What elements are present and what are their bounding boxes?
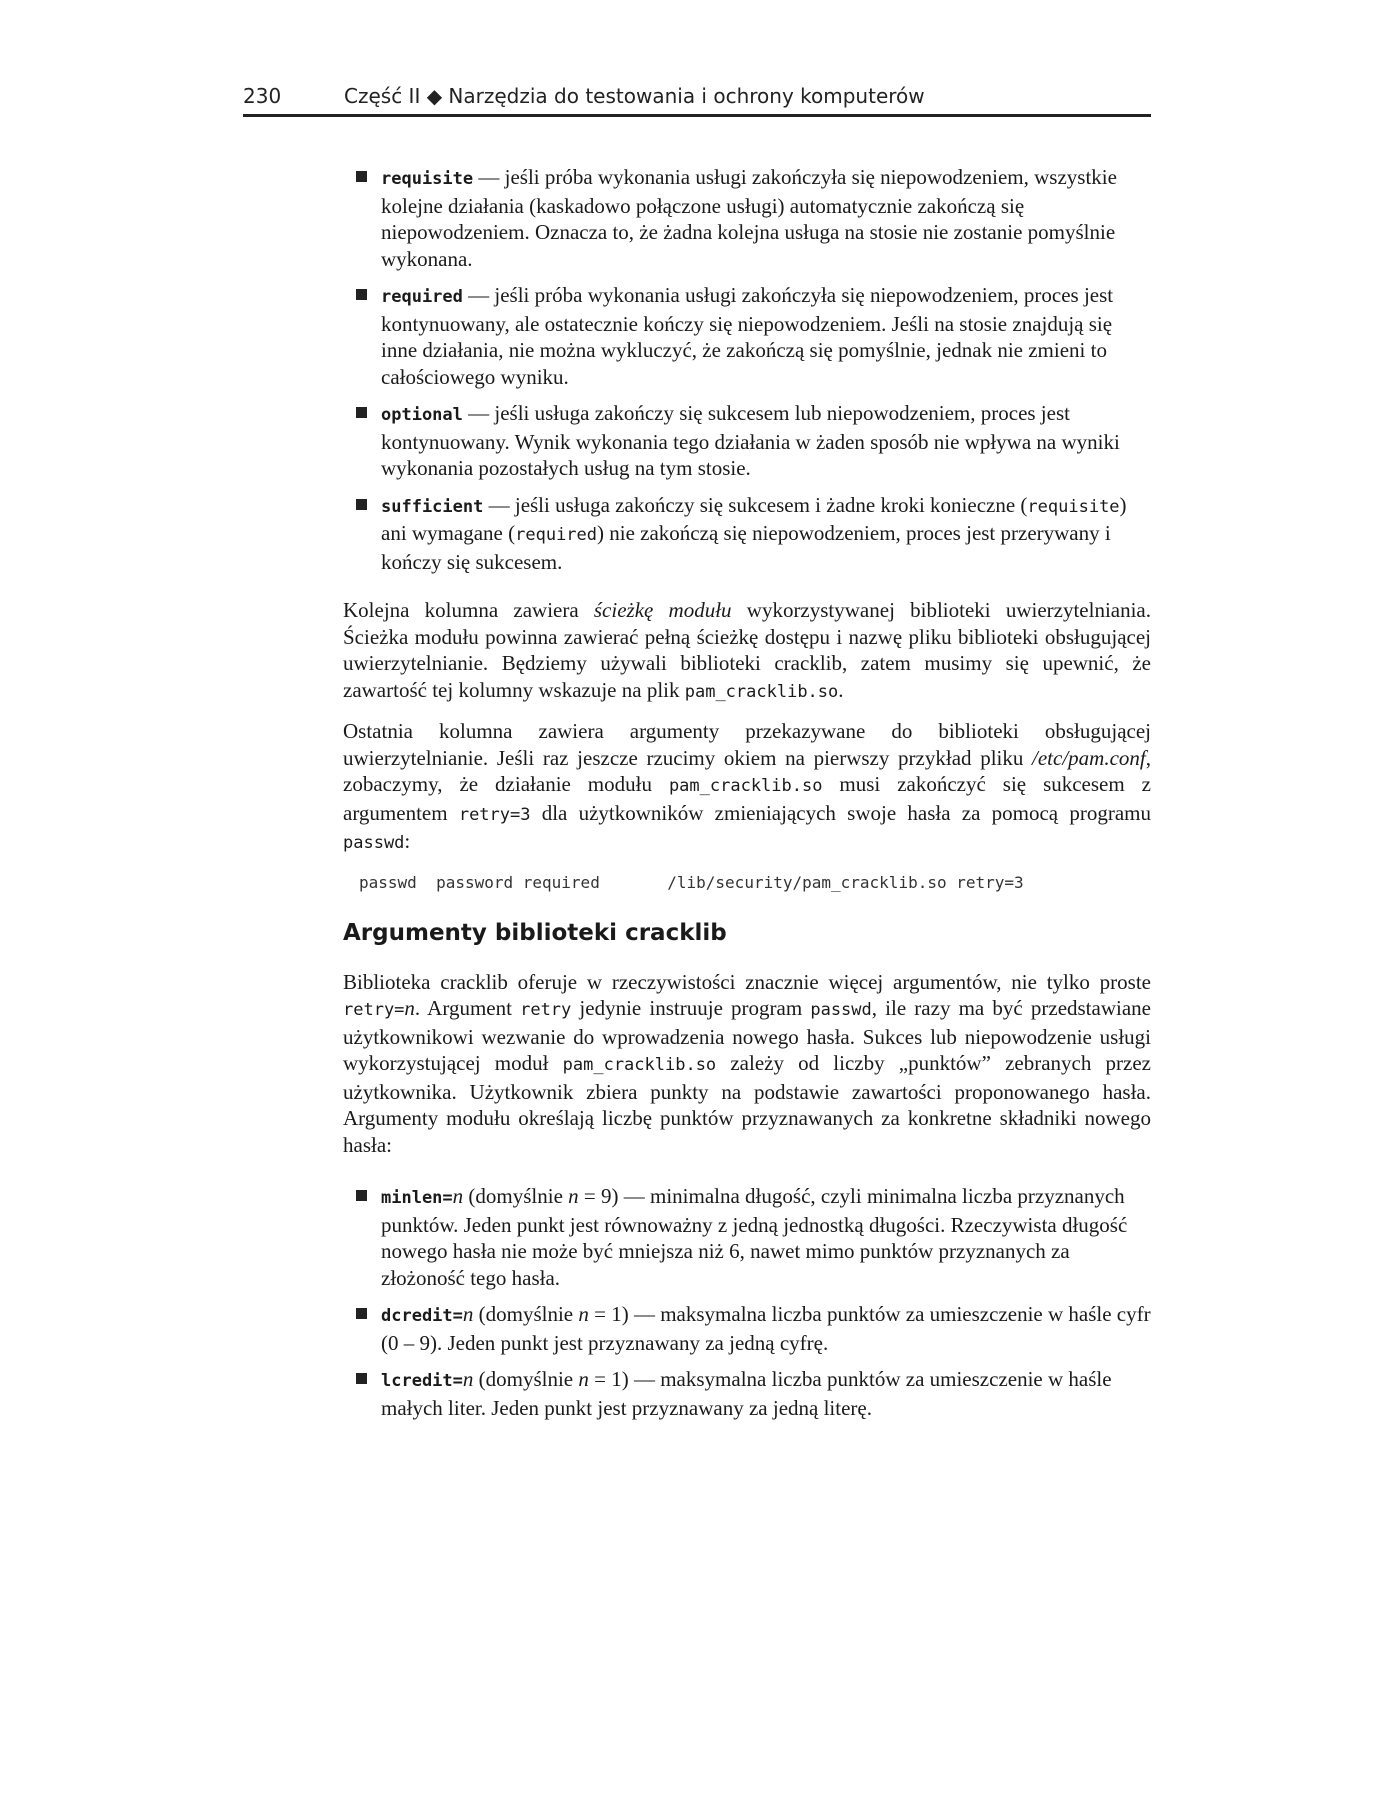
paragraph-cracklib-intro [343,969,1151,1159]
emphasis: /etc/pam.conf [1032,745,1146,770]
variable: n [462,1302,474,1326]
text: jedynie instruuje program [571,996,811,1020]
text: , zobaczymy, że działanie modułu [343,745,1151,796]
code-example: passwd password required /lib/security/pam_cracklib.so retry=3 [359,872,1024,892]
variable: n [568,1184,579,1208]
text: . [838,677,844,702]
square-bullet-icon [356,499,367,510]
item-text: = 9) — minimalna długość, czyli minimalna liczba przyznanych punktów. Jeden punkt jest równoważny z jedną jednostką długości. Rzeczywista długość nowego hasła nie może być mniejsza niż 6, nawet mimo punktów przyznanych za złożoność tego hasła. [381,1184,1128,1290]
variable: n [578,1302,589,1326]
item-text: ) ani wymagane ( [381,492,1127,545]
inline-code: pam_cracklib.so [684,681,839,702]
inline-code: pam_cracklib.so [668,776,823,796]
text: wykorzystywanej biblioteki uwierzytelniania. Ścieżka modułu powinna zawierać pełną ścieżkę dostępu i nazwę pliku biblioteki obsługującej uwierzytelnianie. Będziemy używali biblioteki cracklib, zatem musimy się upewnić, że zawartość tej kolumny wskazuje na plik [343,598,1151,702]
pam-control-flags-list [343,164,1151,575]
item-text: (domyślnie [473,1367,579,1391]
item-text: — jeśli usługa zakończy się sukcesem i żadne kroki konieczne ( [483,492,1028,517]
item-text: — jeśli usługa zakończy się sukcesem lub niepowodzeniem, proces jest kontynuowany. Wynik wykonania tego działania w żaden sposób nie wpływa na wyniki wykonania pozostałych usług na tym stosie. [381,401,1120,480]
inline-code: passwd [343,833,405,853]
term: minlen= [381,1188,453,1208]
variable: n [462,1367,474,1391]
running-header [243,84,1151,118]
emphasis: ścieżkę modułu [593,598,732,622]
text: Kolejna kolumna zawiera [343,598,594,622]
text: , ile razy ma być przedstawiane użytkownikowi wezwanie do wprowadzenia nowego hasła. Sukces lub niepowodzenie usługi wykorzystującej moduł [343,996,1151,1075]
page-content [343,164,1151,1431]
square-bullet-icon [356,289,367,300]
text: . Argument [414,996,521,1020]
item-text: = 1) — maksymalna liczba punktów za umieszczenie w haśle cyfr (0 – 9). Jeden punkt jest przyznawany za jedną cyfrę. [381,1302,1151,1355]
cracklib-arguments-list [343,1183,1151,1421]
paragraph-module-arguments [343,718,1151,857]
item-text: — jeśli próba wykonania usługi zakończyła się niepowodzeniem, proces jest kontynuowany, ale ostatecznie kończy się niepowodzeniem. Jeśli na stosie znajdują się inne działania, nie można wykluczyć, że zakończą się pomyślnie, jednak nie zmieni to całościowego wyniku. [381,283,1114,389]
text: musi zakończyć się sukcesem z argumentem [343,772,1151,825]
item-text: ) nie zakończą się niepowodzeniem, proces jest przerywany i kończy się sukcesem. [381,521,1111,574]
item-text: — jeśli próba wykonania usługi zakończyła się niepowodzeniem, wszystkie kolejne działania (kaskadowo połączone usługi) automatycznie zakończą się niepowodzeniem. Oznacza to, że żadna kolejna usługa na stosie nie zostanie pomyślnie wykonana. [381,165,1117,271]
square-bullet-icon [356,171,367,182]
item-text: (domyślnie [463,1184,569,1208]
term: required [381,287,463,307]
emphasis: n [404,996,415,1020]
list-item [343,282,1151,390]
item-text: = 1) — maksymalna liczba punktów za umieszczenie w haśle małych liter. Jeden punkt jest przyznawany za jedną literę. [381,1367,1112,1420]
square-bullet-icon [356,407,367,418]
square-bullet-icon [356,1308,367,1319]
inline-code: requisite [1027,496,1120,517]
text: Ostatnia kolumna zawiera argumenty przekazywane do biblioteki obsługującej uwierzytelnianie. Jeśli raz jeszcze rzucimy okiem na pierwszy przykład pliku [343,719,1151,770]
list-item [343,1366,1151,1421]
inline-code: pam_cracklib.so [562,1055,717,1075]
variable: n [578,1367,589,1391]
inline-code: passwd [810,1000,872,1020]
list-item [343,400,1151,482]
list-item [343,164,1151,272]
page-number: 230 [243,84,282,108]
list-item [343,1301,1151,1356]
list-item [343,492,1151,576]
variable: n [452,1184,464,1208]
header-title: Część II ◆ Narzędzia do testowania i ochrony komputerów [344,84,925,108]
square-bullet-icon [356,1373,367,1384]
list-item [343,1183,1151,1291]
inline-code: retry=3 [458,804,531,825]
inline-code: retry [520,1000,572,1020]
text: : [404,829,411,853]
section-heading: Argumenty biblioteki cracklib [343,920,727,946]
paragraph-module-path [343,597,1151,705]
text: Biblioteka cracklib oferuje w rzeczywistości znacznie więcej argumentów, nie tylko proste [343,969,1151,994]
term: lcredit= [381,1371,463,1391]
inline-code: retry= [343,1000,405,1020]
text: dla użytkowników zmieniających swoje hasła za pomocą programu [530,800,1151,825]
inline-code: required [515,525,598,545]
text: zależy od liczby „punktów” zebranych przez użytkownika. Użytkownik zbiera punkty na podstawie zawartości proponowanego hasła. Argumenty modułu określają liczbę punktów przyznawanych za konkretne składniki nowego hasła: [343,1051,1151,1157]
term: sufficient [381,496,484,517]
item-text: (domyślnie [473,1302,579,1326]
square-bullet-icon [356,1190,367,1201]
header-rule [243,114,1151,117]
term: requisite [381,169,474,189]
term: dcredit= [381,1306,463,1326]
term: optional [381,405,463,425]
